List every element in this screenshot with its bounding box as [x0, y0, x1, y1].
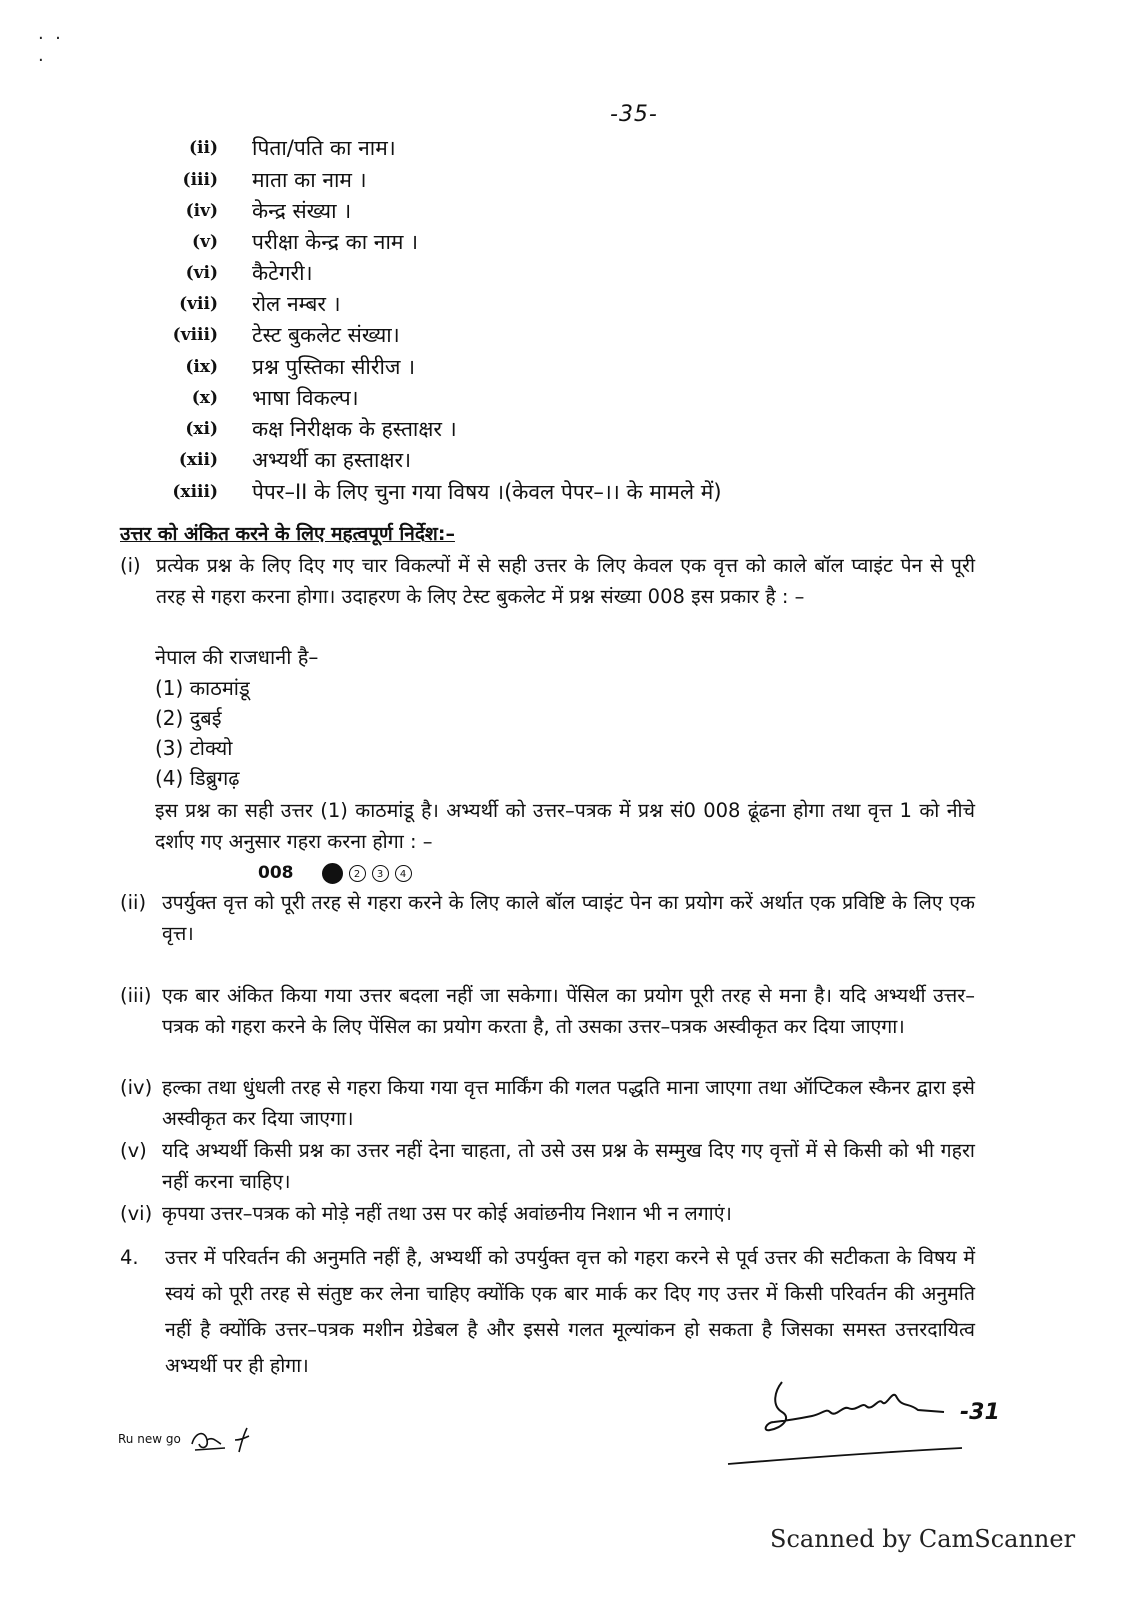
footer-note: Ru new go [118, 1422, 257, 1456]
point-4: 4. उत्तर में परिवर्तन की अनुमति नहीं है, अभ्यर्थी को उपर्युक्त वृत्त को गहरा करने से पूर्व उत्तर की सटीकता के विषय में स्वयं को पूरी तरह से संतुष्ट कर लेना चाहिए क्योंकि एक बार मार्क कर दिए गए उत्तर में किसी परिवर्तन की अनुमति नहीं है क्योंकि उत्तर–पत्रक मशीन ग्रेडेबल है और इससे गलत मूल्यांकन हो सकता है जिसका समस्त उत्तरदायित्व अभ्यर्थी पर ही होगा। [120, 1240, 975, 1384]
instruction-vi: (vi) कृपया उत्तर–पत्रक को मोड़े नहीं तथा उस पर कोई अवांछनीय निशान भी न लगाएं। [120, 1198, 975, 1229]
signature-number: -31 [960, 1400, 1000, 1425]
list-item: (ii) पिता/पति का नाम। [188, 136, 396, 160]
section-heading: उत्तर को अंकित करने के लिए महत्वपूर्ण निर्देश:– [120, 523, 455, 545]
instruction-i-text: प्रत्येक प्रश्न के लिए दिए गए चार विकल्पों में से सही उत्तर के लिए केवल एक वृत्त को काले बॉल प्वाइंट पेन से पूरी तरह से गहरा करना होगा। उदाहरण के लिए टेस्ट बुकलेट में प्रश्न संख्या 008 इस प्रकार है : – [156, 554, 975, 608]
page-number: -35- [610, 102, 658, 127]
answer-bubble-row [258, 858, 412, 888]
instruction-iv: (iv) हल्का तथा धुंधली तरह से गहरा किया गया वृत्त मार्किंग की गलत पद्धति माना जाएगा तथा ऑप्टिकल स्कैनर द्वारा इसे अस्वीकृत कर दिया जाएगा। [120, 1072, 975, 1134]
scan-specks: · · · [38, 28, 61, 71]
list-item: (viii) टेस्ट बुकलेट संख्या। [172, 323, 400, 347]
instruction-iv-text: हल्का तथा धुंधली तरह से गहरा किया गया वृत्त मार्किंग की गलत पद्धति माना जाएगा तथा ऑप्टिकल स्कैनर द्वारा इसे अस्वीकृत कर दिया जाएगा। [162, 1076, 975, 1130]
bubble-question-code: 008 [258, 863, 294, 883]
list-item: (ix) प्रश्न पुस्तिका सीरीज । [185, 355, 416, 379]
point-4-text: उत्तर में परिवर्तन की अनुमति नहीं है, अभ्यर्थी को उपर्युक्त वृत्त को गहरा करने से पूर्व उत्तर की सटीकता के विषय में स्वयं को पूरी तरह से संतुष्ट कर लेना चाहिए क्योंकि एक बार मार्क कर दिए गए उत्तर में किसी परिवर्तन की अनुमति नहीं है क्योंकि उत्तर–पत्रक मशीन ग्रेडेबल है और इससे गलत मूल्यांकन हो सकता है जिसका समस्त उत्तरदायित्व अभ्यर्थी पर ही होगा। [165, 1246, 975, 1377]
list-item: (x) भाषा विकल्प। [191, 386, 359, 410]
bubble-filled [322, 863, 343, 884]
bubble-option: 3 [372, 865, 389, 882]
list-item: (iv) केन्द्र संख्या । [185, 199, 352, 223]
instruction-i: (i) प्रत्येक प्रश्न के लिए दिए गए चार विकल्पों में से सही उत्तर के लिए केवल एक वृत्त को काले बॉल प्वाइंट पेन से पूरी तरह से गहरा करना होगा। उदाहरण के लिए टेस्ट बुकलेट में प्रश्न संख्या 008 इस प्रकार है : – [120, 550, 975, 612]
answer-explanation: इस प्रश्न का सही उत्तर (1) काठमांडू है। अभ्यर्थी को उत्तर–पत्रक में प्रश्न सं0 008 ढूंढना होगा तथा वृत्त 1 को नीचे दर्शाए गए अनुसार गहरा करना होगा : – [155, 799, 975, 853]
list-item: (v) परीक्षा केन्द्र का नाम । [192, 230, 419, 254]
instruction-v-text: यदि अभ्यर्थी किसी प्रश्न का उत्तर नहीं देना चाहता, तो उसे उस प्रश्न के सम्मुख दिए गए वृत्तों में से किसी को भी गहरा नहीं करना चाहिए। [162, 1139, 975, 1193]
list-item: (xi) कक्ष निरीक्षक के हस्ताक्षर । [185, 417, 457, 441]
bubble-option: 2 [349, 865, 366, 882]
signature [722, 1372, 1022, 1472]
list-item: (iii) माता का नाम । [182, 168, 367, 192]
instruction-iii-text: एक बार अंकित किया गया उत्तर बदला नहीं जा सकेगा। पेंसिल का प्रयोग पूरी तरह से मना है। यदि अभ्यर्थी उत्तर–पत्रक को गहरा करने के लिए पेंसिल का प्रयोग करता है, तो उसका उत्तर–पत्रक अस्वीकृत कर दिया जाएगा। [162, 984, 975, 1038]
list-item: (xii) अभ्यर्थी का हस्ताक्षर। [178, 448, 412, 472]
instruction-ii: (ii) उपर्युक्त वृत्त को पूरी तरह से गहरा करने के लिए काले बॉल प्वाइंट पेन का प्रयोग करें अर्थात एक प्रविष्टि के लिए एक वृत्त। [120, 887, 975, 949]
example-option: (2) दुबई [155, 706, 222, 730]
instruction-v: (v) यदि अभ्यर्थी किसी प्रश्न का उत्तर नहीं देना चाहता, तो उसे उस प्रश्न के सम्मुख दिए गए वृत्तों में से किसी को भी गहरा नहीं करना चाहिए। [120, 1135, 975, 1197]
instruction-ii-text: उपर्युक्त वृत्त को पूरी तरह से गहरा करने के लिए काले बॉल प्वाइंट पेन का प्रयोग करें अर्थात एक प्रविष्टि के लिए एक वृत्त। [162, 891, 975, 945]
example-option: (4) डिब्रुगढ़ [155, 766, 240, 790]
instruction-vi-text: कृपया उत्तर–पत्रक को मोड़े नहीं तथा उस पर कोई अवांछनीय निशान भी न लगाएं। [162, 1202, 732, 1225]
list-item: (vi) कैटेगरी। [185, 261, 313, 285]
initials-scribble [187, 1422, 257, 1456]
example-option: (3) टोक्यो [155, 736, 233, 760]
example-option: (1) काठमांडू [155, 676, 250, 700]
example-question: नेपाल की राजधानी है– [155, 645, 319, 669]
bubble-option: 4 [395, 865, 412, 882]
list-item: (vii) रोल नम्बर । [179, 292, 341, 316]
instruction-iii: (iii) एक बार अंकित किया गया उत्तर बदला नहीं जा सकेगा। पेंसिल का प्रयोग पूरी तरह से मना है। यदि अभ्यर्थी उत्तर–पत्रक को गहरा करने के लिए पेंसिल का प्रयोग करता है, तो उसका उत्तर–पत्रक अस्वीकृत कर दिया जाएगा। [120, 980, 975, 1042]
scanner-watermark: Scanned by CamScanner [770, 1525, 1076, 1553]
list-item: (xiii) पेपर–II के लिए चुना गया विषय ।(केवल पेपर–।। के मामले में) [172, 480, 722, 504]
